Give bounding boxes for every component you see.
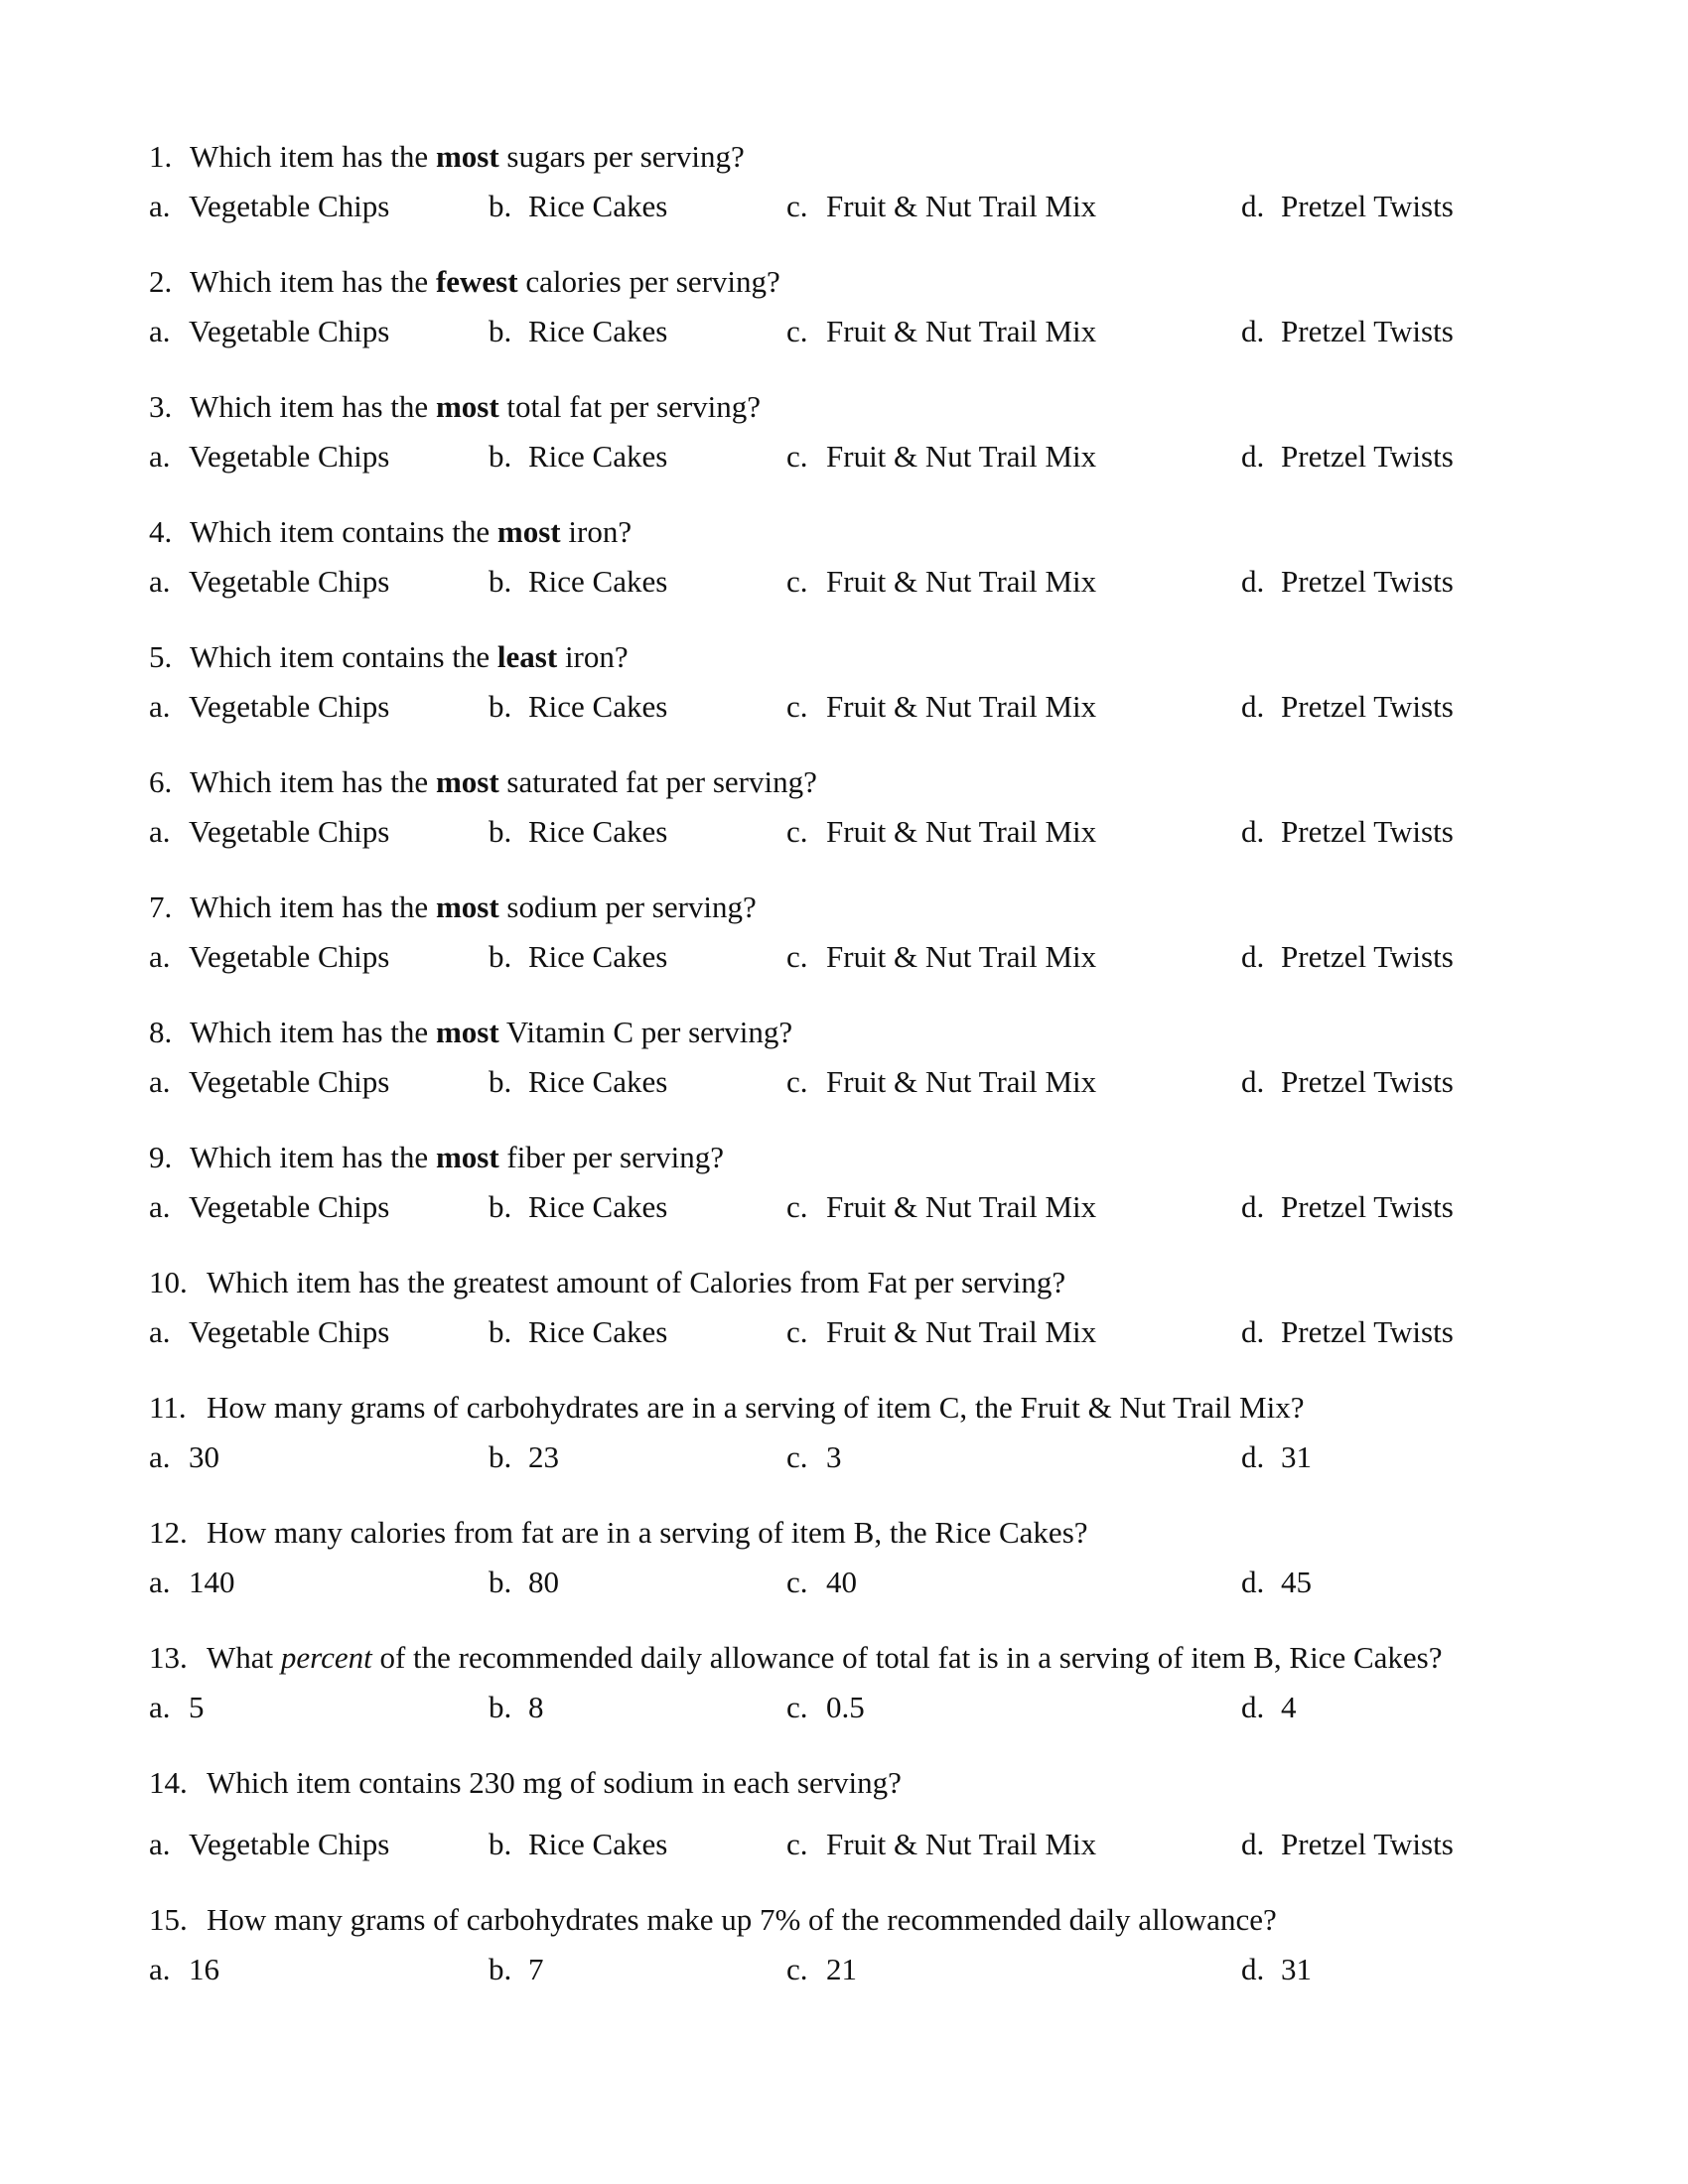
question-prompt: Which item has the (190, 389, 436, 424)
question-number: 2. (149, 264, 173, 299)
choice-text: Rice Cakes (528, 1314, 668, 1349)
choice-letter: a. (149, 1439, 171, 1474)
answer-choices (149, 1064, 1599, 1104)
question-emphasis: most (435, 889, 499, 924)
question-number: 12. (149, 1515, 188, 1550)
choice-a[interactable] (149, 1827, 389, 1862)
choice-text: 40 (826, 1565, 857, 1599)
choice-text: Rice Cakes (528, 439, 668, 474)
choice-letter: d. (1241, 939, 1265, 974)
choice-b[interactable] (489, 564, 667, 600)
choice-text: 4 (1281, 1690, 1297, 1724)
choice-text: 30 (189, 1439, 219, 1474)
question-prompt: Which item contains the (190, 639, 497, 674)
choice-d[interactable] (1241, 1690, 1297, 1725)
question-text (149, 1015, 792, 1050)
question-text (149, 1640, 1442, 1676)
choice-c[interactable] (786, 1565, 857, 1600)
question-prompt-end: sodium per serving? (498, 889, 757, 924)
choice-letter: c. (786, 189, 808, 223)
choice-letter: a. (149, 814, 171, 849)
choice-text: 31 (1281, 1952, 1312, 1986)
choice-letter: d. (1241, 1064, 1265, 1099)
choice-b[interactable] (489, 1314, 667, 1350)
choice-d[interactable] (1241, 1827, 1454, 1862)
question-text (149, 889, 757, 925)
question-prompt: How many grams of carbohydrates are in a serving of item C, the Fruit & Nut Trail Mix? (207, 1390, 1305, 1425)
choice-letter: b. (489, 1064, 512, 1099)
choice-c[interactable] (786, 1189, 1096, 1225)
choice-letter: b. (489, 439, 512, 474)
question-prompt: Which item contains 230 mg of sodium in each serving? (207, 1765, 902, 1800)
question-text (149, 1265, 1065, 1300)
question-2 (149, 264, 1599, 373)
question-prompt: Which item has the greatest amount of Calories from Fat per serving? (207, 1265, 1066, 1299)
choice-b[interactable] (489, 189, 667, 224)
choice-letter: c. (786, 939, 808, 974)
question-6 (149, 764, 1599, 874)
choice-text: Pretzel Twists (1281, 1827, 1454, 1861)
question-number: 4. (149, 514, 173, 549)
choice-letter: b. (489, 314, 512, 348)
choice-text: Pretzel Twists (1281, 314, 1454, 348)
question-text (149, 389, 761, 425)
question-13 (149, 1640, 1599, 1749)
choice-d[interactable] (1241, 1314, 1454, 1350)
choice-text: Fruit & Nut Trail Mix (826, 689, 1097, 724)
choice-d[interactable] (1241, 439, 1454, 475)
question-text (149, 1390, 1304, 1426)
choice-letter: a. (149, 314, 171, 348)
question-7 (149, 889, 1599, 999)
question-text (149, 264, 780, 300)
choice-c[interactable] (786, 564, 1096, 600)
choice-b[interactable] (489, 439, 667, 475)
choice-text: Rice Cakes (528, 1827, 668, 1861)
choice-d[interactable] (1241, 189, 1454, 224)
question-text (149, 514, 632, 550)
choice-d[interactable] (1241, 1565, 1312, 1600)
choice-letter: c. (786, 1827, 808, 1861)
choice-text: Fruit & Nut Trail Mix (826, 314, 1097, 348)
question-prompt-end: total fat per serving? (498, 389, 762, 424)
answer-choices (149, 1189, 1599, 1229)
choice-letter: c. (786, 1314, 808, 1349)
choice-d[interactable] (1241, 564, 1454, 600)
choice-text: 3 (826, 1439, 842, 1474)
choice-text: Fruit & Nut Trail Mix (826, 564, 1097, 599)
choice-letter: a. (149, 1565, 171, 1599)
question-prompt-end: iron? (557, 639, 629, 674)
question-text (149, 1765, 902, 1801)
choice-b[interactable] (489, 1827, 667, 1862)
question-prompt: Which item has the (190, 764, 436, 799)
question-number: 14. (149, 1765, 188, 1800)
question-text (149, 764, 817, 800)
choice-letter: b. (489, 1439, 512, 1474)
question-number: 7. (149, 889, 173, 924)
question-prompt-end: saturated fat per serving? (498, 764, 817, 799)
choice-letter: a. (149, 1827, 171, 1861)
choice-letter: a. (149, 939, 171, 974)
choice-text: Rice Cakes (528, 1189, 668, 1224)
choice-a[interactable] (149, 1952, 219, 1987)
answer-choices (149, 1565, 1599, 1604)
answer-choices (149, 1314, 1599, 1354)
choice-letter: d. (1241, 1439, 1265, 1474)
choice-d[interactable] (1241, 939, 1454, 975)
choice-letter: b. (489, 814, 512, 849)
choice-letter: b. (489, 1565, 512, 1599)
choice-letter: c. (786, 814, 808, 849)
question-emphasis: percent (280, 1640, 372, 1675)
choice-d[interactable] (1241, 1189, 1454, 1225)
choice-d[interactable] (1241, 314, 1454, 349)
choice-letter: c. (786, 1565, 808, 1599)
choice-text: Fruit & Nut Trail Mix (826, 189, 1097, 223)
question-prompt-end: fiber per serving? (498, 1140, 725, 1174)
choice-text: 8 (528, 1690, 544, 1724)
question-prompt-end: Vitamin C per serving? (498, 1015, 793, 1049)
question-11 (149, 1390, 1599, 1499)
choice-text: Fruit & Nut Trail Mix (826, 1314, 1097, 1349)
choice-c[interactable] (786, 314, 1096, 349)
question-number: 10. (149, 1265, 188, 1299)
choice-text: 0.5 (826, 1690, 865, 1724)
choice-letter: a. (149, 1952, 171, 1986)
choice-d[interactable] (1241, 1439, 1312, 1475)
choice-b[interactable] (489, 939, 667, 975)
answer-choices (149, 564, 1599, 604)
question-15 (149, 1902, 1599, 2011)
question-text (149, 1140, 724, 1175)
choice-letter: d. (1241, 814, 1265, 849)
question-text (149, 1902, 1277, 1938)
choice-a[interactable] (149, 1064, 389, 1100)
question-emphasis: most (435, 139, 499, 174)
choice-letter: d. (1241, 1565, 1265, 1599)
choice-b[interactable] (489, 1064, 667, 1100)
choice-c[interactable] (786, 1314, 1096, 1350)
choice-letter: b. (489, 689, 512, 724)
question-prompt: How many grams of carbohydrates make up 7% of the recommended daily allowance? (207, 1902, 1277, 1937)
question-text (149, 639, 629, 675)
choice-letter: b. (489, 939, 512, 974)
choice-a[interactable] (149, 1439, 219, 1475)
choice-letter: d. (1241, 1952, 1265, 1986)
choice-letter: c. (786, 1189, 808, 1224)
choice-text: Fruit & Nut Trail Mix (826, 939, 1097, 974)
choice-letter: b. (489, 189, 512, 223)
question-emphasis: most (435, 1015, 499, 1049)
question-3 (149, 389, 1599, 498)
question-number: 11. (149, 1390, 187, 1425)
choice-letter: d. (1241, 1189, 1265, 1224)
choice-text: Vegetable Chips (189, 689, 390, 724)
choice-letter: d. (1241, 439, 1265, 474)
choice-c[interactable] (786, 1439, 842, 1475)
choice-a[interactable] (149, 1690, 205, 1725)
choice-text: Pretzel Twists (1281, 1314, 1454, 1349)
question-emphasis: least (496, 639, 558, 674)
choice-text: Vegetable Chips (189, 814, 390, 849)
question-prompt: Which item has the (190, 1140, 436, 1174)
choice-letter: d. (1241, 314, 1265, 348)
choice-c[interactable] (786, 1827, 1096, 1862)
question-number: 3. (149, 389, 173, 424)
answer-choices (149, 814, 1599, 854)
question-prompt-end: iron? (560, 514, 633, 549)
choice-text: Rice Cakes (528, 189, 668, 223)
choice-d[interactable] (1241, 689, 1454, 725)
question-emphasis: most (435, 389, 499, 424)
choice-text: Rice Cakes (528, 689, 668, 724)
question-4 (149, 514, 1599, 623)
choice-letter: d. (1241, 189, 1265, 223)
choice-letter: c. (786, 314, 808, 348)
question-prompt-end: calories per serving? (517, 264, 780, 299)
choice-b[interactable] (489, 1439, 559, 1475)
choice-text: Rice Cakes (528, 1064, 668, 1099)
choice-text: Rice Cakes (528, 939, 668, 974)
choice-b[interactable] (489, 1565, 559, 1600)
question-emphasis: most (496, 514, 561, 549)
question-number: 1. (149, 139, 173, 174)
question-number: 6. (149, 764, 173, 799)
choice-a[interactable] (149, 939, 389, 975)
question-text (149, 139, 745, 175)
choice-text: Pretzel Twists (1281, 439, 1454, 474)
choice-letter: b. (489, 1314, 512, 1349)
question-emphasis: most (435, 1140, 499, 1174)
question-number: 9. (149, 1140, 173, 1174)
choice-text: Vegetable Chips (189, 314, 390, 348)
choice-letter: a. (149, 189, 171, 223)
question-prompt-end: of the recommended daily allowance of total fat is in a serving of item B, Rice Cakes? (371, 1640, 1443, 1675)
choice-text: Rice Cakes (528, 564, 668, 599)
answer-choices (149, 1827, 1599, 1866)
question-10 (149, 1265, 1599, 1374)
question-emphasis: most (435, 764, 499, 799)
choice-text: 80 (528, 1565, 559, 1599)
question-prompt: How many calories from fat are in a serving of item B, the Rice Cakes? (207, 1515, 1088, 1550)
choice-c[interactable] (786, 689, 1096, 725)
question-number: 15. (149, 1902, 188, 1937)
choice-text: Rice Cakes (528, 314, 668, 348)
choice-c[interactable] (786, 1064, 1096, 1100)
question-prompt-end: sugars per serving? (498, 139, 745, 174)
question-prompt: What (207, 1640, 281, 1675)
choice-d[interactable] (1241, 1064, 1454, 1100)
choice-text: 45 (1281, 1565, 1312, 1599)
choice-text: 140 (189, 1565, 235, 1599)
choice-b[interactable] (489, 1189, 667, 1225)
question-text (149, 1515, 1088, 1551)
choice-text: 16 (189, 1952, 219, 1986)
choice-letter: a. (149, 689, 171, 724)
choice-letter: a. (149, 439, 171, 474)
choice-a[interactable] (149, 1565, 235, 1600)
choice-letter: c. (786, 689, 808, 724)
question-number: 13. (149, 1640, 188, 1675)
choice-c[interactable] (786, 814, 1096, 850)
choice-b[interactable] (489, 1952, 544, 1987)
question-prompt: Which item has the (190, 264, 436, 299)
choice-letter: b. (489, 1690, 512, 1724)
answer-choices (149, 1690, 1599, 1729)
choice-text: Fruit & Nut Trail Mix (826, 1827, 1097, 1861)
choice-letter: c. (786, 564, 808, 599)
choice-letter: b. (489, 1827, 512, 1861)
choice-text: Pretzel Twists (1281, 939, 1454, 974)
question-12 (149, 1515, 1599, 1624)
choice-text: Fruit & Nut Trail Mix (826, 1064, 1097, 1099)
choice-c[interactable] (786, 1690, 865, 1725)
choice-a[interactable] (149, 689, 389, 725)
choice-text: Vegetable Chips (189, 564, 390, 599)
question-prompt: Which item contains the (190, 514, 497, 549)
question-prompt: Which item has the (190, 1015, 436, 1049)
question-5 (149, 639, 1599, 749)
question-9 (149, 1140, 1599, 1249)
choice-text: Fruit & Nut Trail Mix (826, 439, 1097, 474)
choice-text: Fruit & Nut Trail Mix (826, 814, 1097, 849)
question-number: 5. (149, 639, 173, 674)
choice-text: Pretzel Twists (1281, 1189, 1454, 1224)
question-1 (149, 139, 1599, 248)
choice-text: 23 (528, 1439, 559, 1474)
choice-text: Vegetable Chips (189, 1827, 390, 1861)
question-emphasis: fewest (435, 264, 518, 299)
choice-a[interactable] (149, 189, 389, 224)
choice-text: Rice Cakes (528, 814, 668, 849)
choice-b[interactable] (489, 1690, 544, 1725)
choice-a[interactable] (149, 1189, 389, 1225)
choice-b[interactable] (489, 314, 667, 349)
choice-text: Pretzel Twists (1281, 189, 1454, 223)
question-14 (149, 1765, 1599, 1874)
question-prompt: Which item has the (190, 889, 436, 924)
choice-text: 21 (826, 1952, 857, 1986)
choice-letter: d. (1241, 1690, 1265, 1724)
choice-letter: a. (149, 1189, 171, 1224)
choice-letter: b. (489, 1189, 512, 1224)
question-number: 8. (149, 1015, 173, 1049)
choice-letter: a. (149, 564, 171, 599)
answer-choices (149, 314, 1599, 353)
choice-b[interactable] (489, 814, 667, 850)
question-8 (149, 1015, 1599, 1124)
choice-letter: c. (786, 1690, 808, 1724)
choice-letter: c. (786, 1952, 808, 1986)
choice-text: Pretzel Twists (1281, 564, 1454, 599)
choice-c[interactable] (786, 439, 1096, 475)
choice-letter: a. (149, 1314, 171, 1349)
choice-text: Pretzel Twists (1281, 814, 1454, 849)
choice-a[interactable] (149, 314, 389, 349)
answer-choices (149, 1439, 1599, 1479)
choice-text: Vegetable Chips (189, 939, 390, 974)
choice-letter: a. (149, 1064, 171, 1099)
choice-text: Pretzel Twists (1281, 1064, 1454, 1099)
answer-choices (149, 689, 1599, 729)
choice-d[interactable] (1241, 1952, 1312, 1987)
choice-letter: c. (786, 1064, 808, 1099)
choice-text: Vegetable Chips (189, 1064, 390, 1099)
choice-text: Fruit & Nut Trail Mix (826, 1189, 1097, 1224)
choice-letter: a. (149, 1690, 171, 1724)
choice-d[interactable] (1241, 814, 1454, 850)
choice-text: 7 (528, 1952, 544, 1986)
choice-a[interactable] (149, 1314, 389, 1350)
choice-c[interactable] (786, 1952, 857, 1987)
choice-text: Vegetable Chips (189, 1189, 390, 1224)
choice-letter: b. (489, 1952, 512, 1986)
choice-text: Vegetable Chips (189, 189, 390, 223)
answer-choices (149, 939, 1599, 979)
choice-text: Pretzel Twists (1281, 689, 1454, 724)
choice-letter: b. (489, 564, 512, 599)
question-prompt: Which item has the (190, 139, 436, 174)
choice-text: 31 (1281, 1439, 1312, 1474)
choice-c[interactable] (786, 939, 1096, 975)
choice-letter: d. (1241, 689, 1265, 724)
choice-c[interactable] (786, 189, 1096, 224)
choice-a[interactable] (149, 814, 389, 850)
choice-text: Vegetable Chips (189, 439, 390, 474)
choice-b[interactable] (489, 689, 667, 725)
choice-text: Vegetable Chips (189, 1314, 390, 1349)
choice-letter: d. (1241, 1314, 1265, 1349)
choice-letter: d. (1241, 564, 1265, 599)
answer-choices (149, 1952, 1599, 1991)
answer-choices (149, 439, 1599, 478)
answer-choices (149, 189, 1599, 228)
choice-letter: c. (786, 1439, 808, 1474)
choice-text: 5 (189, 1690, 205, 1724)
choice-letter: c. (786, 439, 808, 474)
choice-a[interactable] (149, 564, 389, 600)
choice-a[interactable] (149, 439, 389, 475)
choice-letter: d. (1241, 1827, 1265, 1861)
